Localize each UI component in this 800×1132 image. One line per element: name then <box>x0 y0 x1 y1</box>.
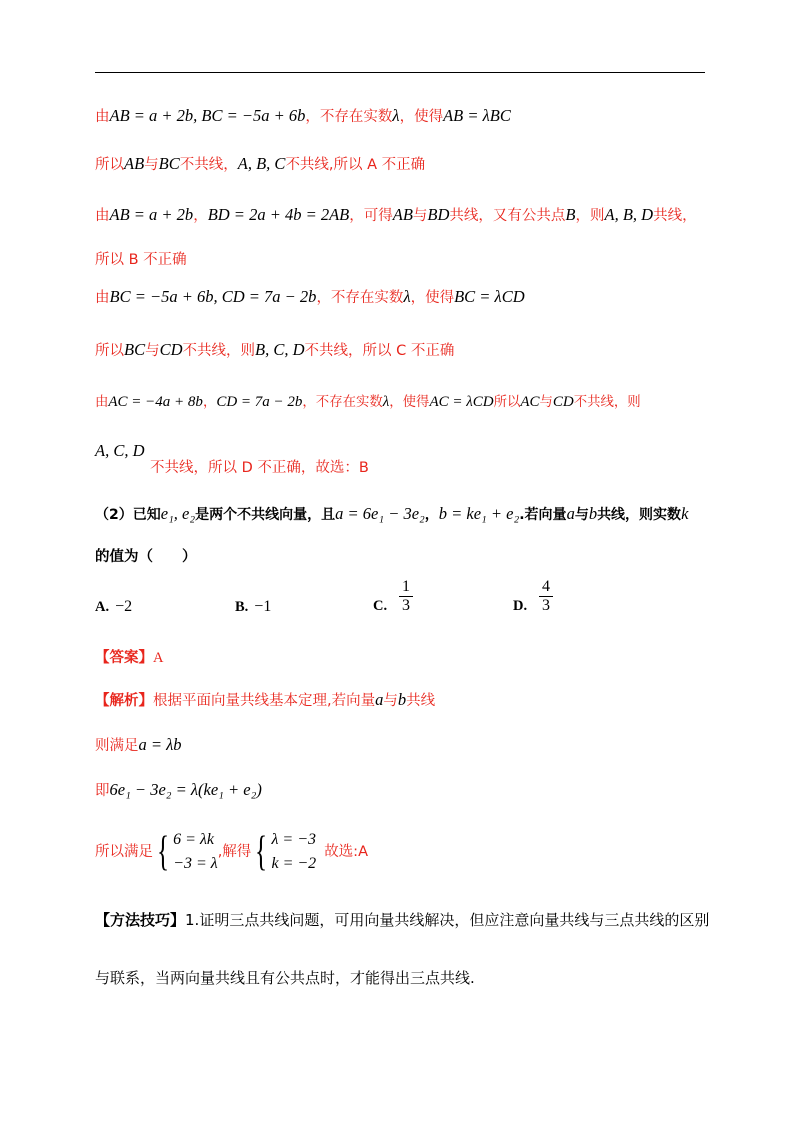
text: 不共线，则 <box>182 343 256 359</box>
text: ，使得 <box>399 109 444 125</box>
text: ，不存在实数 <box>316 290 404 306</box>
formula: BC <box>158 154 180 173</box>
text: 故选:A <box>324 844 368 860</box>
option-value: −2 <box>115 598 133 615</box>
formula: e₁, e₂ <box>160 504 196 523</box>
formula: a <box>375 690 384 709</box>
option-c-fraction <box>399 578 413 615</box>
text: 与 <box>574 507 589 523</box>
formula: AB <box>392 205 413 224</box>
option-b <box>235 598 271 616</box>
option-label: C. <box>373 598 388 614</box>
text: 则满足 <box>95 738 139 754</box>
option-d <box>513 598 527 615</box>
formula: b = ke₁ + e₂ <box>438 504 520 523</box>
method-tips <box>95 891 710 1007</box>
solution-line-6 <box>95 340 454 361</box>
text: ， <box>202 395 217 410</box>
formula: BD <box>427 205 450 224</box>
analysis-line-2 <box>95 735 182 756</box>
text: 不共线，所以 C 不正确 <box>304 343 455 359</box>
equation-system-2 <box>271 828 316 876</box>
header-rule <box>95 72 705 73</box>
analysis-line-3 <box>95 780 262 801</box>
text: ，不存在实数 <box>302 395 383 410</box>
denominator: 3 <box>542 597 550 614</box>
formula: λ <box>382 394 390 410</box>
answer-line <box>95 648 163 668</box>
text: 共线，又有公共点 <box>449 208 566 224</box>
text: 所以 <box>95 343 124 359</box>
option-d-fraction <box>539 578 553 615</box>
solution-line-1 <box>95 106 511 127</box>
text: ，使得 <box>410 290 455 306</box>
text: 所以 <box>95 157 124 173</box>
solution-line-5 <box>95 287 525 308</box>
formula: λ <box>403 287 411 306</box>
numerator: 1 <box>399 578 413 597</box>
text: 根据平面向量共线基本定理,若向量 <box>153 693 376 709</box>
equation: k = −2 <box>271 855 317 872</box>
answer-label: 【答案】 <box>95 650 153 666</box>
text: 是两个不共线向量，且 <box>195 507 336 523</box>
text: ，不存在实数 <box>305 109 393 125</box>
formula: BD = 2a + 4b = 2AB <box>207 205 350 224</box>
text: 不共线，所以 D 不正确，故选：B <box>150 460 369 476</box>
formula: a = λb <box>138 735 182 754</box>
text: 所以 B 不正确 <box>95 252 187 268</box>
analysis-label: 【解析】 <box>95 693 153 709</box>
formula: BC = −5a + 6b, CD = 7a − 2b <box>109 287 317 306</box>
formula: BC <box>124 340 146 359</box>
text: 与 <box>539 395 553 410</box>
option-label: B. <box>235 599 249 615</box>
option-a <box>95 598 132 616</box>
text: ，可得 <box>349 208 393 224</box>
formula: CD = 7a − 2b <box>216 394 303 410</box>
left-brace: { <box>255 829 268 875</box>
text: 即 <box>95 783 110 799</box>
formula: A, B, C <box>237 154 286 173</box>
equation: 6 = λk <box>173 831 214 848</box>
option-label: A. <box>95 599 110 615</box>
text: 共线 <box>406 693 436 709</box>
formula: b <box>588 504 598 523</box>
numerator: 4 <box>539 578 553 597</box>
formula: AB <box>124 154 145 173</box>
text: 所以 <box>493 395 521 410</box>
text: ，则 <box>575 208 605 224</box>
formula: b <box>397 690 407 709</box>
text: 由 <box>95 395 109 410</box>
analysis-line-1 <box>95 690 435 711</box>
question-line-2 <box>95 547 197 567</box>
text: （2）已知 <box>95 507 161 523</box>
text: ,解得 <box>217 844 252 860</box>
formula: AB = a + 2b <box>109 205 194 224</box>
text: 不共线， <box>179 157 238 173</box>
solution-line-2 <box>95 154 425 175</box>
formula: B <box>565 205 576 224</box>
text: 的值为（ ） <box>95 549 197 565</box>
text: 由 <box>95 208 110 224</box>
left-brace: { <box>157 829 170 875</box>
formula: B, C, D <box>255 340 305 359</box>
text: ， <box>193 208 208 224</box>
text: .若向量 <box>519 507 567 523</box>
question-line-1 <box>95 504 688 525</box>
formula: a = 6e₁ − 3e₂ <box>335 504 425 523</box>
text: ， <box>424 507 439 523</box>
analysis-line-4 <box>95 828 368 876</box>
formula: AC = −4a + 8b <box>108 394 203 410</box>
tips-label: 【方法技巧】 <box>95 911 186 929</box>
solution-line-4 <box>95 250 187 270</box>
denominator: 3 <box>402 597 410 614</box>
text: 与 <box>144 157 159 173</box>
formula: AB = λBC <box>443 106 511 125</box>
text: 不共线,所以 A 不正确 <box>285 157 426 173</box>
option-value: −1 <box>254 598 272 615</box>
formula: k <box>681 504 689 523</box>
formula: a <box>566 504 575 523</box>
formula: BC = λCD <box>454 287 525 306</box>
solution-line-8 <box>95 441 145 462</box>
option-c <box>373 598 387 615</box>
formula: A, B, D <box>604 205 654 224</box>
option-label: D. <box>513 598 528 614</box>
text: 与 <box>383 693 398 709</box>
equation: λ = −3 <box>271 831 317 848</box>
answer-value: A <box>153 650 164 666</box>
text: 共线， <box>653 208 697 224</box>
formula: A, C, D <box>95 441 145 460</box>
formula: CD <box>552 394 574 410</box>
formula: AC = λCD <box>429 394 494 410</box>
solution-line-7 <box>95 392 641 413</box>
text: 所以满足 <box>95 844 153 860</box>
text: 与 <box>145 343 160 359</box>
text: ，使得 <box>389 395 430 410</box>
formula: 6e₁ − 3e₂ = λ(ke₁ + e₂) <box>109 780 262 799</box>
formula: CD <box>159 340 183 359</box>
equation-system-1 <box>173 828 218 876</box>
text: 不共线，则 <box>573 395 641 410</box>
formula: AC <box>520 394 540 410</box>
text: 与 <box>412 208 428 224</box>
text: 由 <box>95 109 110 125</box>
solution-line-3 <box>95 205 697 226</box>
equation: −3 = λ <box>173 855 218 872</box>
text: 由 <box>95 290 110 306</box>
tips-text: 1.证明三点共线问题，可用向量共线解决，但应注意向量共线与三点共线的区别与联系，当两向量共线且有公共点时，才能得出三点共线. <box>95 911 710 987</box>
text: 共线，则实数 <box>597 507 682 523</box>
formula: AB = a + 2b, BC = −5a + 6b <box>109 106 306 125</box>
formula: λ <box>392 106 400 125</box>
solution-line-9 <box>150 458 369 478</box>
